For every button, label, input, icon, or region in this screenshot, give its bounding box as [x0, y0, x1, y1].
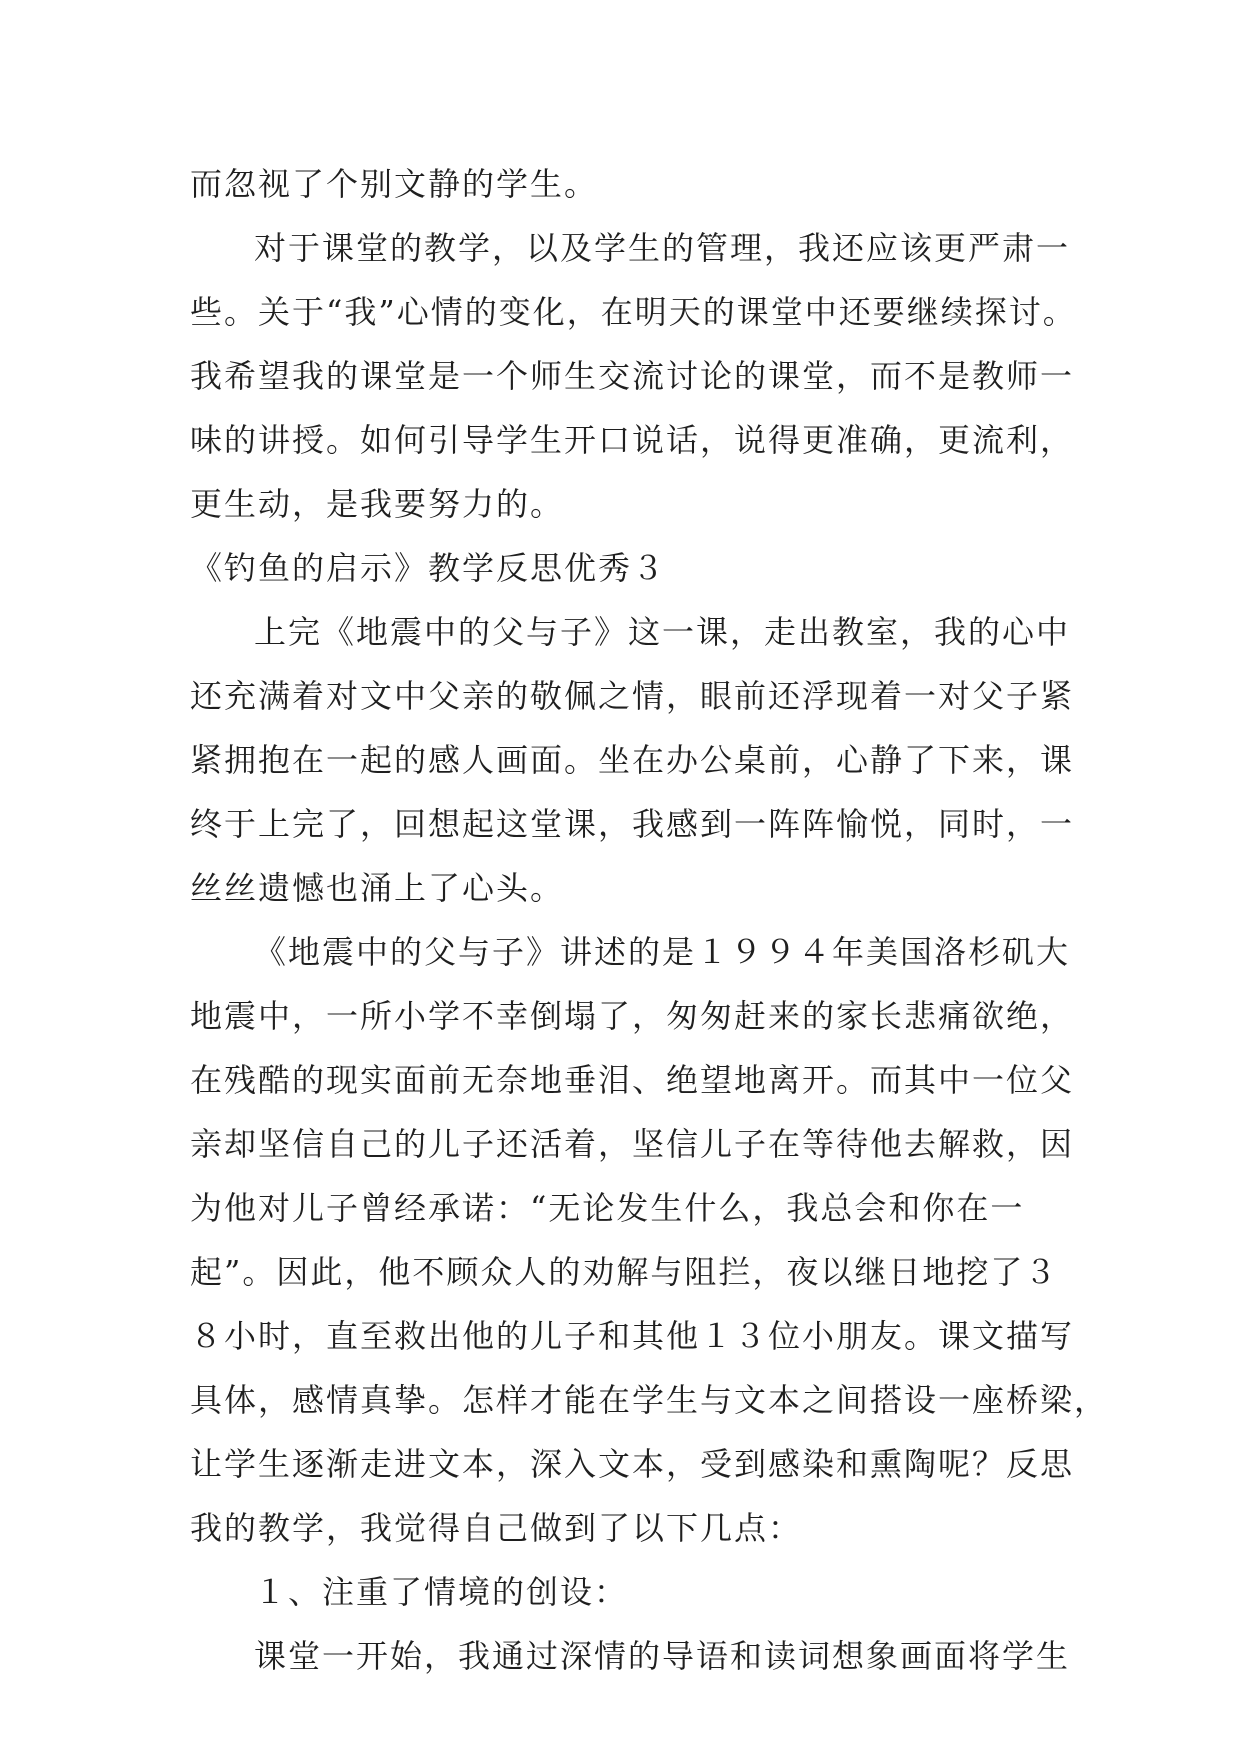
text-line: 对于课堂的教学，以及学生的管理，我还应该更严肃一 — [254, 229, 1071, 267]
text-line: 让学生逐渐走进文本，深入文本，受到感染和熏陶呢？反思 — [190, 1445, 1075, 1483]
text-line: 紧拥抱在一起的感人画面。坐在办公桌前，心静了下来，课 — [190, 741, 1075, 779]
text-line: 《地震中的父与子》讲述的是１９９４年美国洛杉矶大 — [254, 933, 1071, 971]
text-line: 我希望我的课堂是一个师生交流讨论的课堂，而不是教师一 — [190, 357, 1075, 395]
text-line: 在残酷的现实面前无奈地垂泪、绝望地离开。而其中一位父 — [190, 1061, 1075, 1099]
section-heading: 《钓鱼的启示》教学反思优秀３ — [190, 549, 667, 587]
text-line: 丝丝遗憾也涌上了心头。 — [190, 869, 565, 907]
text-line: 地震中，一所小学不幸倒塌了，匆匆赶来的家长悲痛欲绝， — [190, 997, 1075, 1035]
text-line: 起”。因此，他不顾众人的劝解与阻拦，夜以继日地挖了３ — [190, 1253, 1059, 1291]
text-line: 味的讲授。如何引导学生开口说话，说得更准确，更流利， — [190, 421, 1075, 459]
document-body — [190, 152, 1109, 1688]
text-line: ８小时，直至救出他的儿子和其他１３位小朋友。课文描写 — [190, 1317, 1075, 1355]
text-line: 更生动，是我要努力的。 — [190, 485, 565, 523]
text-line: 亲却坚信自己的儿子还活着，坚信儿子在等待他去解救，因 — [190, 1125, 1075, 1163]
text-line: 课堂一开始，我通过深情的导语和读词想象画面将学生 — [254, 1637, 1071, 1675]
text-line: 上完《地震中的父与子》这一课，走出教室，我的心中 — [254, 613, 1071, 651]
text-line: 终于上完了，回想起这堂课，我感到一阵阵愉悦，同时，一 — [190, 805, 1075, 843]
text-line: 还充满着对文中父亲的敬佩之情，眼前还浮现着一对父子紧 — [190, 677, 1075, 715]
text-line: 而忽视了个别文静的学生。 — [190, 165, 599, 203]
text-line: 我的教学，我觉得自己做到了以下几点： — [190, 1509, 803, 1547]
text-line: 些。关于“我”心情的变化，在明天的课堂中还要继续探讨。 — [190, 293, 1077, 331]
list-item: １、注重了情境的创设： — [254, 1573, 629, 1611]
text-line: 具体，感情真挚。怎样才能在学生与文本之间搭设一座桥梁， — [190, 1381, 1109, 1419]
text-line: 为他对儿子曾经承诺：“无论发生什么，我总会和你在一 — [190, 1189, 1025, 1227]
